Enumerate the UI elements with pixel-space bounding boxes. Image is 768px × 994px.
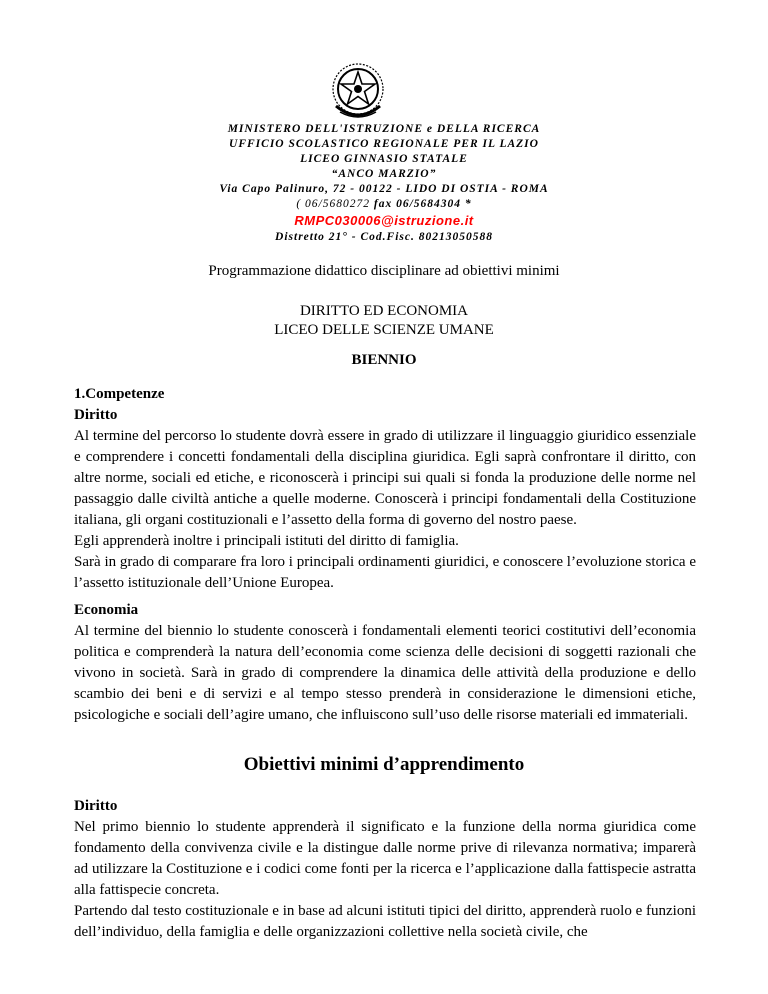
- obiettivi-paragraph-2: Partendo dal testo costituzionale e in base ad alcuni istituti tipici del diritto, apprenderà ruolo e funzioni dell’individuo, della famiglia e delle organizzazioni collettive nella società civile, che: [74, 903, 696, 940]
- school-type: LICEO GINNASIO STATALE: [300, 153, 468, 165]
- obiettivi-heading: Obiettivi minimi d’apprendimento: [243, 754, 525, 775]
- letterhead: [0, 122, 768, 245]
- obiettivi-section: [74, 796, 696, 943]
- diritto-paragraph-3: Sarà in grado di comparare fra loro i principali ordinamenti giuridici, e conoscere l’evoluzione storica e l’assetto istituzionale dell’Unione Europea.: [74, 554, 696, 591]
- ministry-name: MINISTERO DELL'ISTRUZIONE e DELLA RICERCA: [227, 123, 541, 135]
- regional-office: UFFICIO SCOLASTICO REGIONALE PER IL LAZIO: [229, 138, 539, 150]
- document-title: Programmazione didattico disciplinare ad obiettivi minimi: [208, 263, 560, 279]
- economia-section: [74, 600, 696, 726]
- email-link[interactable]: RMPC030006@istruzione.it: [294, 213, 474, 228]
- competenze-section: [74, 384, 696, 594]
- diritto-paragraph-1: Al termine del percorso lo studente dovrà essere in grado di utilizzare il linguaggio giuridico essenziale e comprendere i concetti fondamentali della disciplina giuridica. Egli saprà confrontare il diritto, con altre norme, sociali ed etiche, e riconoscerà i principi sui quali si fonda la produzione delle norme nel passaggio dalle civiltà antiche a quelle moderne. Conoscerà i principi fondamentali della Costituzione italiana, gli organi costituzionali e l’assetto della forma di governo del nostro paese.: [74, 428, 696, 528]
- contact-line: [0, 197, 768, 212]
- obiettivi-diritto-heading: Diritto: [74, 798, 118, 814]
- school-name: “ANCO MARZIO”: [331, 168, 437, 180]
- phone-icon: (: [296, 198, 306, 210]
- diritto-heading: Diritto: [74, 407, 118, 423]
- subject-title: DIRITTO ED ECONOMIA: [299, 303, 469, 319]
- school-title: LICEO DELLE SCIENZE UMANE: [274, 322, 494, 338]
- district-code: Distretto 21° - Cod.Fisc. 80213050588: [275, 231, 493, 243]
- phone-number: 06/5680272: [305, 198, 370, 210]
- fax-number: fax 06/5684304: [373, 198, 462, 210]
- obiettivi-paragraph-1: Nel primo biennio lo studente apprenderà il significato e la funzione della norma giuridica come fondamento della convivenza civile e la distingue dalle norme prive di rilevanza normativa; imparerà ad utilizzare la Costituzione e i codici come fonti per la ricerca e l’applicazione dalla fattispecie astratta alla fattispecie concreta.: [74, 819, 696, 898]
- economia-heading: Economia: [74, 602, 139, 618]
- italian-republic-emblem-icon: [330, 62, 386, 122]
- competenze-heading: 1.Competenze: [74, 386, 165, 402]
- diritto-paragraph-2: Egli apprenderà inoltre i principali istituti del diritto di famiglia.: [74, 533, 459, 549]
- fax-symbol: *: [461, 198, 472, 210]
- school-address: Via Capo Palinuro, 72 - 00122 - LIDO DI OSTIA - ROMA: [219, 183, 549, 195]
- level-title: BIENNIO: [351, 352, 417, 368]
- economia-paragraph: Al termine del biennio lo studente conoscerà i fondamentali elementi teorici costitutivi dell’economia politica e comprenderà la natura dell’economia come scienza delle decisioni di soggetti razionali che vivono in società. Sarà in grado di comprendere la dinamica delle attività della produzione e dello scambio dei beni e di servizi e al tempo stesso prenderà in considerazione le dimensioni etiche, psicologiche e sociali dell’agire umano, che influiscono sull’uso delle risorse materiali ed immateriali.: [74, 623, 696, 723]
